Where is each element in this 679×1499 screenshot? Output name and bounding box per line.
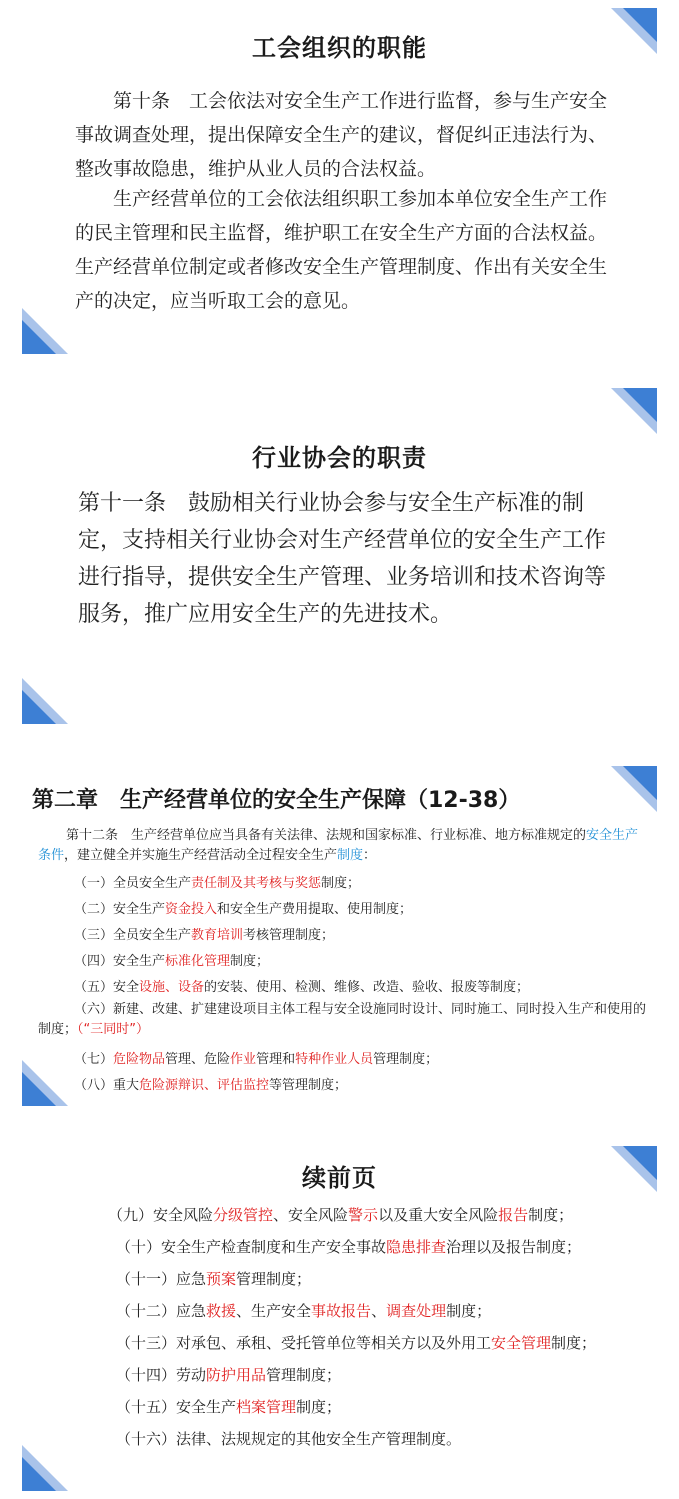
corner-triangle-icon <box>611 766 657 812</box>
list-item <box>74 898 412 917</box>
item-text: 、安全风险 <box>273 1206 349 1224</box>
item-text: （八）重大 <box>74 1078 140 1093</box>
list-item <box>116 1268 311 1289</box>
article-12-intro <box>38 826 648 866</box>
corner-triangle-icon <box>611 388 657 434</box>
list-item <box>74 950 269 969</box>
item-text: （九）安全风险 <box>108 1206 214 1224</box>
corner-triangle-icon <box>22 308 68 354</box>
item-text: 制度； <box>230 954 270 969</box>
item-text: （一）全员安全生产 <box>74 876 192 891</box>
item-highlight: 报告 <box>498 1206 529 1224</box>
item-text: 管理制度； <box>266 1366 342 1384</box>
item-text: 、生产安全 <box>236 1302 312 1320</box>
slide-union-functions <box>0 0 679 360</box>
list-item <box>116 1332 596 1353</box>
item-text: 制度； <box>296 1398 342 1416</box>
item-highlight: 标准化管理 <box>165 954 231 969</box>
intro-text: 第十二条 生产经营单位应当具备有关法律、法规和国家标准、行业标准、地方标准规定的 <box>66 828 587 843</box>
item-text: （十）安全生产检查制度和生产安全事故 <box>116 1238 387 1256</box>
corner-triangle-icon <box>22 1060 68 1106</box>
item-text: （十一）应急 <box>116 1270 207 1288</box>
item-text: （十六）法律、法规规定的其他安全生产管理制度。 <box>116 1430 462 1448</box>
item-text: （十三）对承包、承租、受托管单位等相关方以及外用工 <box>116 1334 492 1352</box>
list-item <box>116 1300 491 1321</box>
slide-industry-association <box>0 380 679 730</box>
list-item <box>74 872 360 891</box>
list-item <box>74 1074 347 1093</box>
item-highlight: 危险源辩识、评估监控 <box>139 1078 270 1093</box>
intro-highlight: 安全生产条件 <box>38 828 639 863</box>
item-highlight: 特种作业人员 <box>295 1052 374 1067</box>
item-text: 的安装、使用、检测、维修、改造、验收、报废等制度； <box>204 980 530 995</box>
union-paragraph: 生产经营单位的工会依法组织职工参加本单位安全生产工作的民主管理和民主监督，维护职工在安全生产方面的合法权益。生产经营单位制定或者修改安全生产管理制度、作出有关安全生产的决定，应当听取工会的意见。 <box>75 188 608 312</box>
item-text: 制度； <box>446 1302 492 1320</box>
item-text: 治理以及报告制度； <box>446 1238 582 1256</box>
item-highlight: 责任制及其考核与奖惩 <box>191 876 322 891</box>
slide-continued <box>0 1138 679 1499</box>
section-title: 续前页 <box>302 1164 377 1192</box>
list-item <box>116 1396 341 1417</box>
item-highlight: 资金投入 <box>165 902 218 917</box>
item-text: 以及重大安全风险 <box>378 1206 499 1224</box>
item-text: （十四）劳动 <box>116 1366 207 1384</box>
item-text: （四）安全生产 <box>74 954 166 969</box>
item-text: （七） <box>74 1052 114 1067</box>
item-highlight: 危险物品 <box>113 1052 166 1067</box>
item-highlight: 防护用品 <box>206 1366 267 1384</box>
item-text: 考核管理制度； <box>243 928 335 943</box>
item-text: （五）安全 <box>74 980 140 995</box>
list-item <box>116 1364 341 1385</box>
item-text: （三）全员安全生产 <box>74 928 192 943</box>
item-highlight: 教育培训 <box>191 928 244 943</box>
item-highlight: 预案 <box>206 1270 237 1288</box>
item-highlight: 事故报告 <box>311 1302 372 1320</box>
list-item <box>108 1204 573 1225</box>
item-text: 、 <box>371 1302 387 1320</box>
article-10-paragraph: 第十条 工会依法对安全生产工作进行监督，参与生产安全事故调查处理，提出保障安全生产的建议，督促纠正违法行为、整改事故隐患，维护从业人员的合法权益。 <box>75 90 608 180</box>
list-item <box>74 976 529 995</box>
item-highlight: （“三同时”） <box>77 1022 149 1037</box>
item-text: 管理制度； <box>373 1052 439 1067</box>
list-item <box>116 1236 581 1257</box>
section-title: 行业协会的职责 <box>252 444 427 472</box>
item-text: （六）新建、改建、扩建建设项目主体工程与安全设施同时设计、同时施工、同时投入生产和使用的制度； <box>38 1002 647 1037</box>
list-item <box>74 1048 438 1067</box>
list-item <box>38 1000 650 1040</box>
item-text: 和安全生产费用提取、使用制度； <box>217 902 413 917</box>
item-text: 制度； <box>551 1334 597 1352</box>
item-text: 管理和 <box>256 1052 296 1067</box>
item-highlight: 警示 <box>348 1206 379 1224</box>
item-text: （十二）应急 <box>116 1302 207 1320</box>
item-highlight: 安全管理 <box>491 1334 552 1352</box>
intro-highlight: 制度 <box>337 848 364 863</box>
article-11-paragraph: 第十一条 鼓励相关行业协会参与安全生产标准的制定，支持相关行业协会对生产经营单位的安全生产工作进行指导，提供安全生产管理、业务培训和技术咨询等服务，推广应用安全生产的先进技术。 <box>78 491 607 627</box>
item-highlight: 作业 <box>230 1052 257 1067</box>
item-text: 制度； <box>321 876 361 891</box>
item-text: （二）安全生产 <box>74 902 166 917</box>
item-highlight: 分级管控 <box>213 1206 274 1224</box>
item-text: 管理制度； <box>236 1270 312 1288</box>
section-title: 工会组织的职能 <box>252 34 427 62</box>
list-item <box>116 1428 461 1449</box>
slide-chapter-two <box>0 758 679 1108</box>
corner-triangle-icon <box>22 1445 68 1491</box>
item-text: 等管理制度； <box>269 1078 348 1093</box>
item-text: 管理、危险 <box>165 1052 231 1067</box>
intro-text: ，建立健全并实施生产经营活动全过程安全生产 <box>64 848 338 863</box>
item-highlight: 调查处理 <box>386 1302 447 1320</box>
list-item <box>74 924 334 943</box>
item-highlight: 隐患排查 <box>386 1238 447 1256</box>
intro-text: ： <box>363 848 377 863</box>
corner-triangle-icon <box>22 678 68 724</box>
item-highlight: 档案管理 <box>236 1398 297 1416</box>
item-text: 制度； <box>528 1206 574 1224</box>
item-highlight: 救援 <box>206 1302 237 1320</box>
item-text: （十五）安全生产 <box>116 1398 237 1416</box>
chapter-title: 第二章 生产经营单位的安全生产保障（12-38） <box>32 788 521 813</box>
item-highlight: 设施、设备 <box>139 980 205 995</box>
